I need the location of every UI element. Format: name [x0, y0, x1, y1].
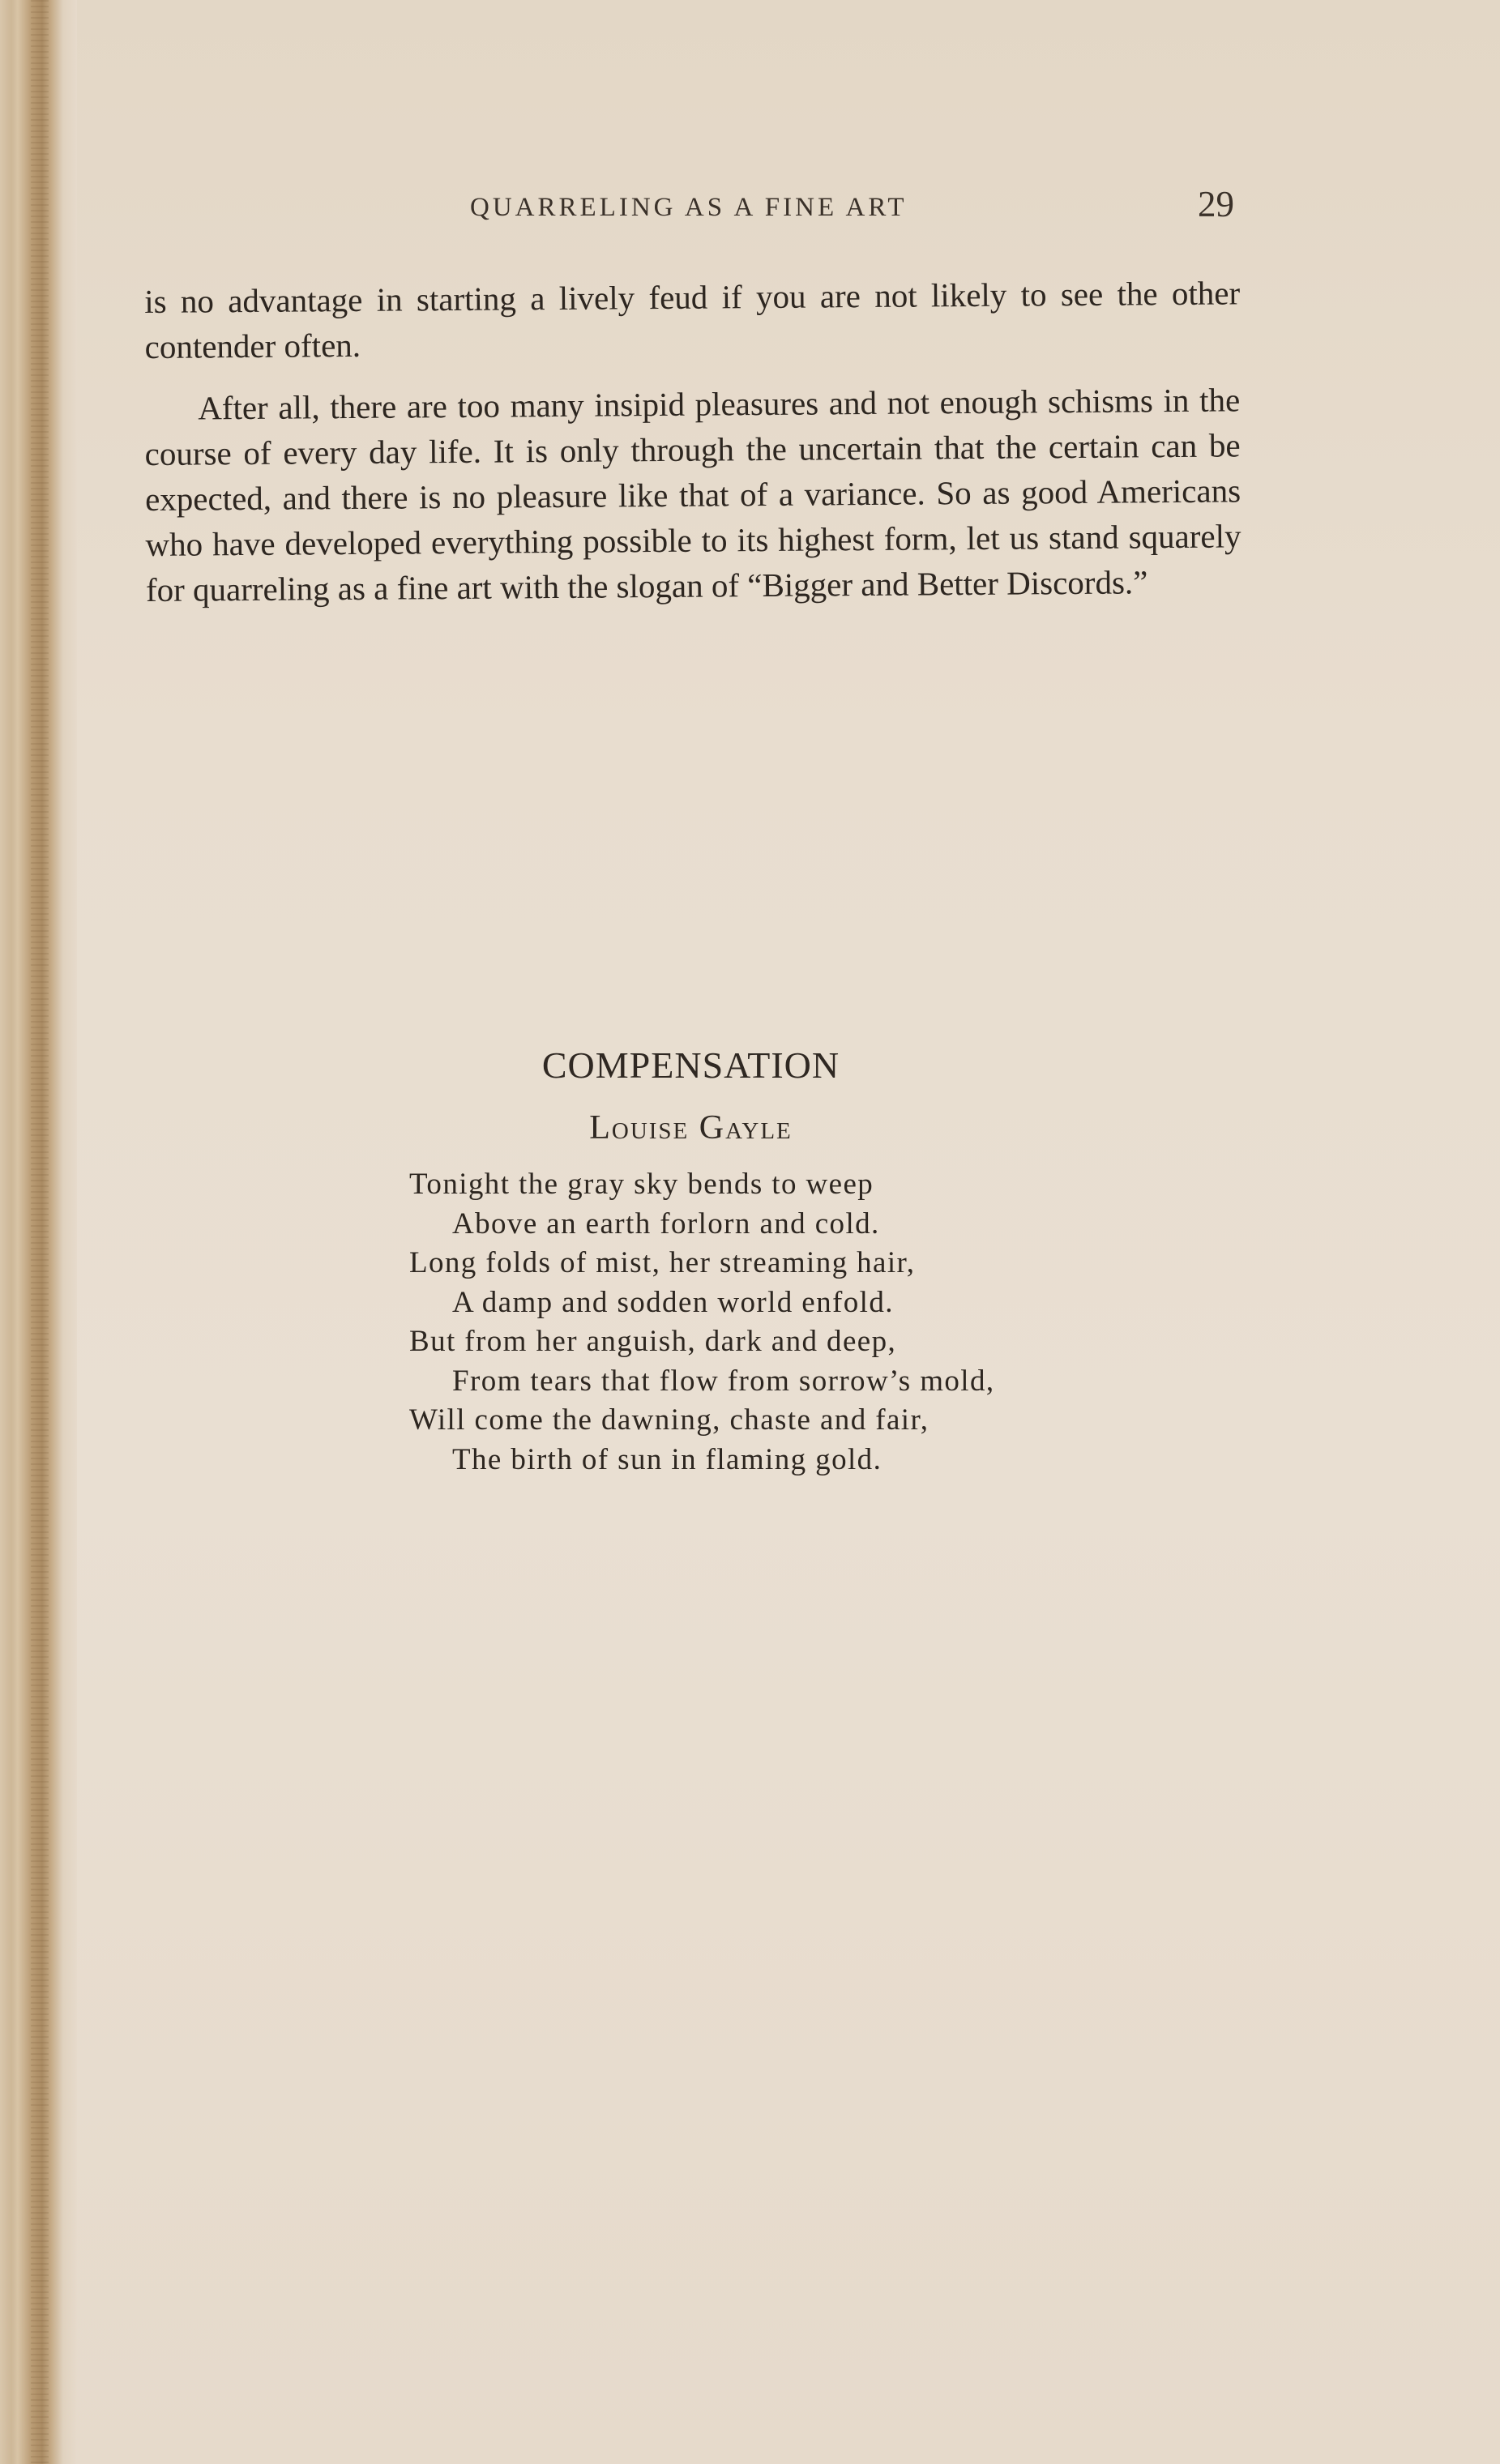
poem-body: [409, 1165, 1236, 1480]
poem-line: Tonight the gray sky bends to weep: [409, 1168, 874, 1201]
page-stack-texture: [31, 0, 49, 2464]
page-number: 29: [1198, 184, 1234, 224]
poem-line: From tears that flow from sorrow’s mold,: [452, 1364, 995, 1398]
poem-line: But from her anguish, dark and deep,: [409, 1325, 897, 1358]
poem-line: Will come the dawning, chaste and fair,: [409, 1403, 929, 1437]
paragraph-text: is no advantage in starting a lively feud if you are not likely to see the other contender often.: [144, 274, 1241, 365]
poem-title: COMPENSATION: [541, 1044, 840, 1086]
poem-line: A damp and sodden world enfold.: [452, 1285, 894, 1319]
poem-author: Louise Gayle: [589, 1109, 793, 1147]
poem-line: Above an earth forlorn and cold.: [452, 1206, 880, 1241]
body-paragraph-1: [144, 270, 1241, 369]
poem-line: Long folds of mist, her streaming hair,: [409, 1246, 916, 1279]
paragraph-text: After all, there are too many insipid pleasures and not enough schisms in the course of every day life. It is only through the uncertain that the certain can be expected, and there is no pleasure like that of a variance. So as good Americans who have developed everything possible to its highest form, let us stand squarely for quarreling as a fine art with the slogan of “Bigger and Better Discords.”: [144, 381, 1241, 609]
running-head-title: QUARRELING AS A FINE ART: [470, 193, 908, 222]
body-paragraph-2: [144, 377, 1241, 613]
poem-line: The birth of sun in flaming gold.: [452, 1442, 882, 1476]
